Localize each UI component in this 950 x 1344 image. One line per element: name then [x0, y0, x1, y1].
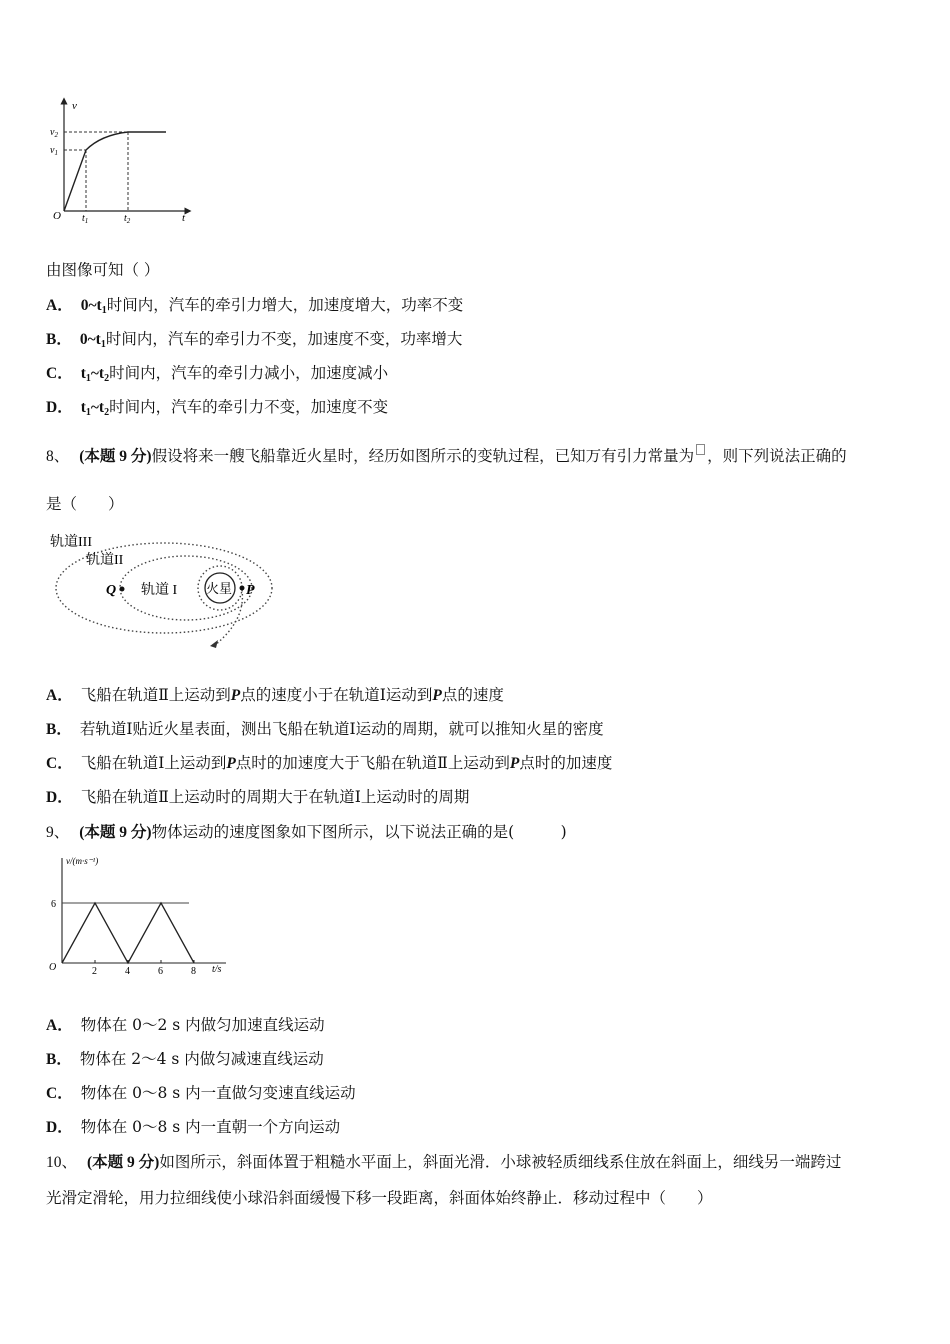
q7-stem: 由图像可知（ ）	[46, 261, 160, 279]
label-p: P	[246, 583, 255, 598]
vt-graph-figure	[46, 95, 196, 225]
q9-x-tick-label: 6	[158, 966, 163, 977]
origin-label: O	[53, 210, 61, 222]
q9-y-tick-label: 6	[51, 899, 56, 910]
q9-y-axis-label: v/(m·s⁻¹)	[66, 856, 99, 866]
q8-option-d: D． 飞船在轨道Ⅱ上运动时的周期大于在轨道Ⅰ上运动时的周期	[46, 788, 470, 806]
label-orbit-2: 轨道II	[86, 553, 124, 568]
q9-option-d: D． 物体在 0～8 s 内一直朝一个方向运动	[46, 1118, 341, 1136]
orbit-figure	[46, 528, 276, 650]
q8-stem-line1: 8、 (本题 9 分)假设将来一艘飞船靠近火星时，经历如图所示的变轨过程，已知万有引力常量为 ，则下列说法正确的	[46, 444, 847, 467]
q9-x-axis-label: t/s	[212, 964, 222, 975]
svg-text:v1: $v_1$	[50, 145, 58, 157]
q9-vt-chart	[46, 850, 236, 980]
q9-option-a: A． 物体在 0～2 s 内做匀加速直线运动	[46, 1016, 325, 1034]
q9-series-line	[62, 903, 194, 963]
q10-stem-line1: 10、 (本题 9 分)如图所示，斜面体置于粗糙水平面上，斜面光滑．小球被轻质细线系住放在斜面上，细线另一端跨过	[46, 1153, 842, 1171]
label-orbit-1: 轨道 I	[141, 583, 178, 598]
label-orbit-3: 轨道III	[50, 535, 92, 550]
vt-graph-svg	[46, 95, 196, 225]
q9-option-b: B． 物体在 2～4 s 内做匀减速直线运动	[46, 1050, 324, 1068]
point-p-dot	[240, 586, 245, 591]
q8-option-b: B． 若轨道Ⅰ贴近火星表面，测出飞船在轨道Ⅰ运动的周期，就可以推知火星的密度	[46, 720, 604, 738]
velocity-curve	[64, 132, 166, 211]
q8-option-a: A． 飞船在轨道Ⅱ上运动到P点的速度小于在轨道Ⅰ运动到P点的速度	[46, 686, 504, 704]
q10-stem-line2: 光滑定滑轮，用力拉细线使小球沿斜面缓慢下移一段距离，斜面体始终静止．移动过程中（ ）	[46, 1189, 713, 1207]
q9-stem: 9、 (本题 9 分)物体运动的速度图象如下图所示，以下说法正确的是( )	[46, 823, 567, 841]
q7-option-c: C． $t_1\sim t_2$时间内，汽车的牵引力减小，加速度减小	[46, 364, 389, 384]
svg-text:t1: $t_1$	[82, 213, 89, 225]
q7-option-a: A． $0\sim t_1$时间内，汽车的牵引力增大，加速度增大，功率不变	[46, 296, 464, 316]
q9-origin-label: O	[49, 962, 57, 973]
svg-text:v2: $v_2$	[50, 127, 58, 139]
label-mars: 火星	[206, 581, 233, 596]
q7-option-b: B． $0\sim t_1$时间内，汽车的牵引力不变，加速度不变，功率增大	[46, 330, 463, 350]
q8-option-c: C． 飞船在轨道Ⅰ上运动到P点时的加速度大于飞船在轨道Ⅱ上运动到P点时的加速度	[46, 754, 613, 772]
q9-x-tick-label: 2	[92, 966, 97, 977]
x-axis-label: t	[182, 212, 186, 224]
y-axis-label: v	[72, 100, 77, 112]
missing-symbol-box	[696, 444, 705, 455]
orbit-2	[120, 556, 252, 620]
point-q-dot	[120, 587, 125, 592]
q9-option-c: C． 物体在 0～8 s 内一直做匀变速直线运动	[46, 1084, 356, 1102]
svg-text:t2: $t_2$	[124, 213, 131, 225]
q9-x-tick-label: 4	[125, 966, 130, 977]
q9-chart-svg	[46, 850, 236, 980]
q9-x-tick-label: 8	[191, 966, 196, 977]
orbit-svg	[46, 528, 276, 650]
trajectory-arrow	[210, 640, 218, 648]
q8-stem-line2: 是（ ）	[46, 495, 124, 513]
escape-trajectory	[214, 590, 242, 646]
q7-option-d: D． $t_1\sim t_2$时间内，汽车的牵引力不变，加速度不变	[46, 398, 389, 418]
label-q: Q	[106, 583, 117, 598]
